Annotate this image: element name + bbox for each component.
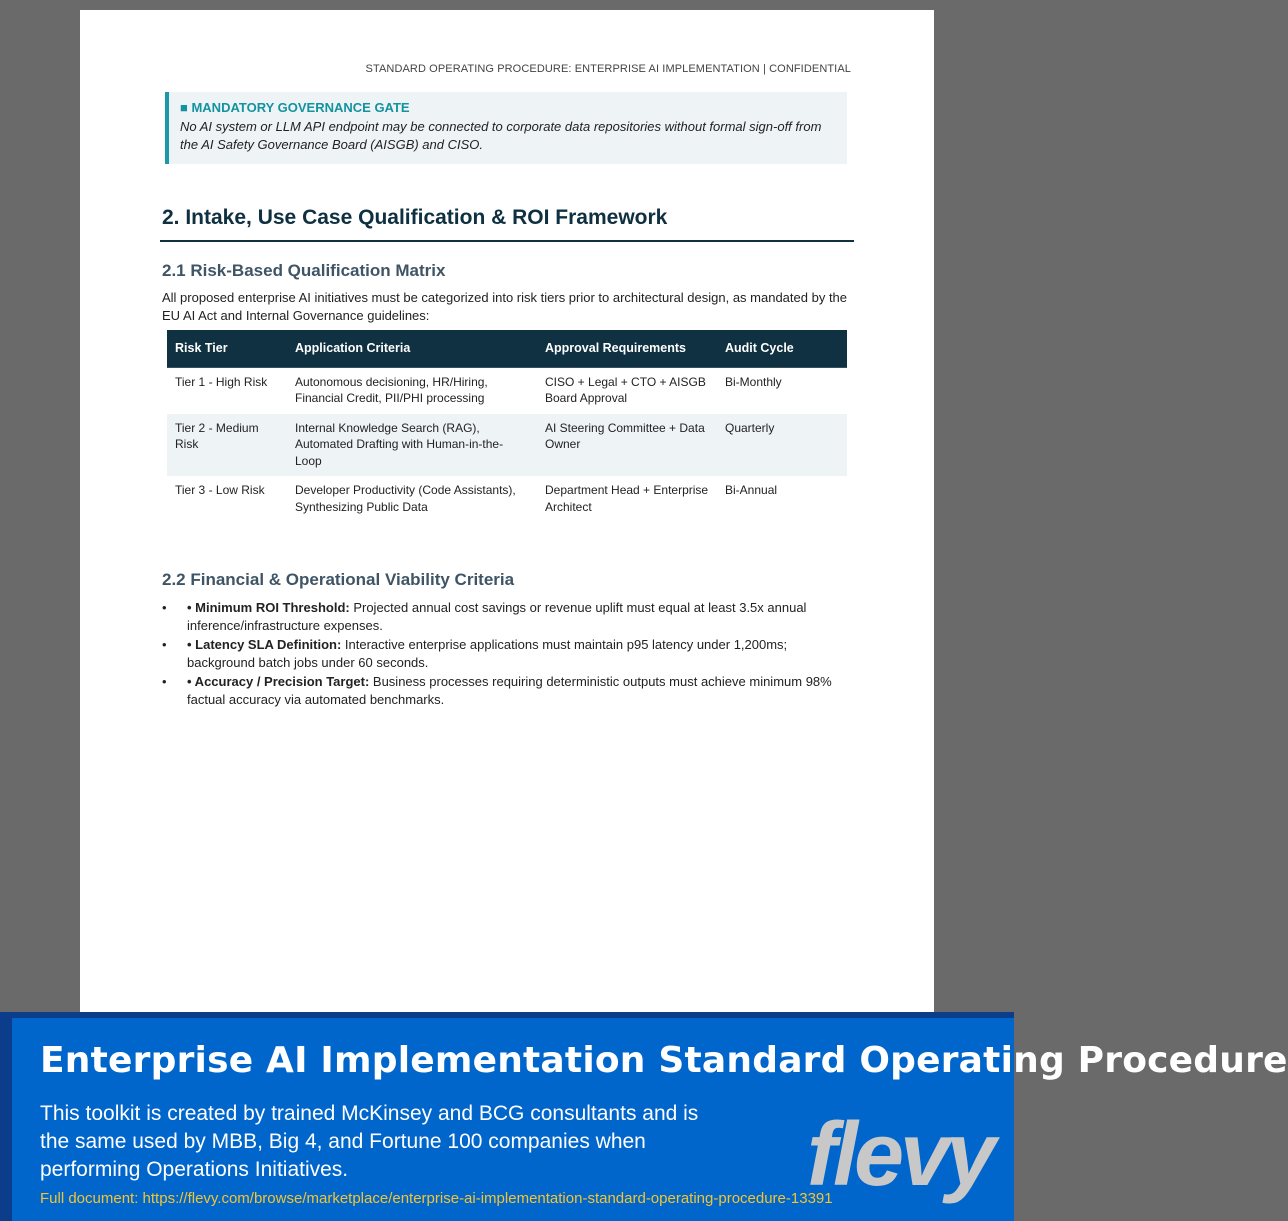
table-cell: Bi-Annual — [725, 483, 778, 497]
criteria-list — [162, 599, 852, 710]
subsection-heading-2-1: 2.1 Risk-Based Qualification Matrix — [162, 261, 446, 280]
promo-banner-body — [12, 1018, 1288, 1221]
intro-paragraph: All proposed enterprise AI initiatives must be categorized into risk tiers prior to architectural design, as mandated by the EU AI Act and Internal Governance guidelines: — [162, 290, 848, 323]
table-cell: Tier 2 - Medium Risk — [167, 414, 287, 477]
criterion-label: • Latency SLA Definition: — [187, 637, 342, 652]
section-heading: 2. Intake, Use Case Qualification & ROI Framework — [162, 206, 668, 229]
table-cell: Quarterly — [717, 414, 847, 477]
heading-divider — [160, 240, 854, 242]
bullet-dot: • — [162, 600, 167, 615]
criterion-text: Business processes requiring deterministic outputs must achieve minimum 98% factual accuracy via automated benchmarks. — [187, 674, 832, 707]
running-header: STANDARD OPERATING PROCEDURE: ENTERPRISE AI IMPLEMENTATION | CONFIDENTIAL — [365, 63, 851, 75]
column-header: Application Criteria — [287, 330, 537, 367]
flevy-logo: flevy — [807, 1105, 993, 1205]
table-cell: Tier 1 - High Risk — [175, 374, 268, 389]
criterion-text: Interactive enterprise applications must maintain p95 latency under 1,200ms; background batch jobs under 60 seconds. — [187, 637, 788, 670]
table-cell: Internal Knowledge Search (RAG), Automated Drafting with Human-in-the-Loop — [287, 414, 537, 477]
list-item — [162, 673, 852, 709]
callout-body: No AI system or LLM API endpoint may be connected to corporate data repositories without formal sign-off from the AI Safety Governance Board (AISGB) and CISO. — [180, 119, 822, 152]
table-header-row — [167, 330, 847, 367]
column-header: Approval Requirements — [537, 330, 717, 367]
list-item — [162, 599, 852, 635]
banner-title: Enterprise AI Implementation Standard Operating Procedure — [40, 1040, 1288, 1081]
table-cell: Tier 3 - Low Risk — [175, 483, 265, 497]
criterion-label: • Minimum ROI Threshold: — [187, 600, 350, 615]
column-header: Risk Tier — [167, 330, 287, 367]
governance-callout — [165, 92, 847, 164]
bullet-dot: • — [162, 637, 167, 652]
table-cell: AI Steering Committee + Data Owner — [537, 414, 717, 477]
risk-qualification-table — [167, 330, 847, 522]
document-page — [80, 10, 934, 1020]
banner-description: This toolkit is created by trained McKinsey and BCG consultants and is the same used by MBB, Big 4, and Fortune 100 companies when performing Operations Initiatives. — [40, 1102, 699, 1181]
promo-banner — [0, 1012, 1288, 1221]
table-row — [167, 476, 847, 522]
bullet-dot: • — [162, 674, 167, 689]
table-row — [167, 367, 847, 414]
table-cell: Developer Productivity (Code Assistants), Synthesizing Public Data — [295, 483, 516, 514]
column-header: Audit Cycle — [717, 330, 847, 367]
subsection-heading-2-2: 2.2 Financial & Operational Viability Criteria — [162, 570, 515, 589]
criterion-text: Projected annual cost savings or revenue uplift must equal at least 3.5x annual inference/infrastructure expenses. — [187, 600, 807, 633]
criterion-label: • Accuracy / Precision Target: — [187, 674, 370, 689]
table-cell: CISO + Legal + CTO + AISGB Board Approval — [545, 374, 706, 405]
full-document-link[interactable]: Full document: https://flevy.com/browse/marketplace/enterprise-ai-implementation-standard-operating-procedure-13391 — [40, 1190, 833, 1207]
table-row — [167, 414, 847, 477]
list-item — [162, 636, 852, 672]
callout-title: ■ MANDATORY GOVERNANCE GATE — [180, 100, 410, 115]
table-cell: Autonomous decisioning, HR/Hiring, Financial Credit, PII/PHI processing — [295, 374, 488, 405]
table-cell: Department Head + Enterprise Architect — [545, 483, 709, 514]
table-cell: Bi-Monthly — [725, 374, 782, 389]
